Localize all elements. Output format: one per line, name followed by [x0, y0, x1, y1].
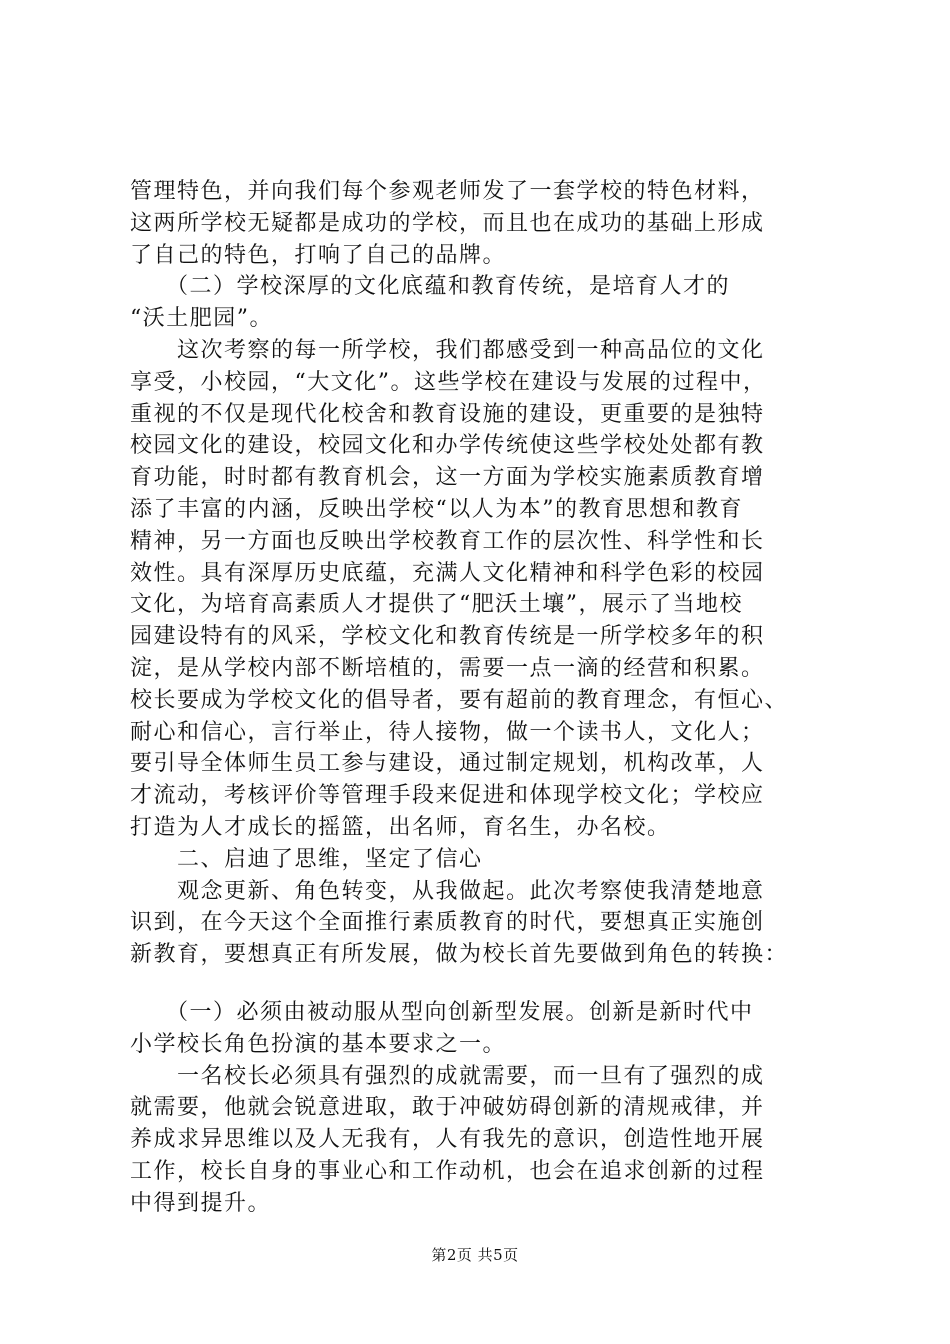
- page-footer: 第2页 共5页: [431, 1246, 519, 1264]
- text-line: 享受，小校园，“大文化”。这些学校在建设与发展的过程中，: [130, 369, 767, 395]
- text-line: （二）学校深厚的文化底蕴和教育传统，是培育人才的: [130, 274, 731, 300]
- text-line: 精神，另一方面也反映出学校教育工作的层次性、科学性和长: [130, 528, 765, 554]
- text-line: 育功能，时时都有教育机会，这一方面为学校实施素质教育增: [130, 465, 765, 491]
- blank-line: [130, 971, 830, 997]
- text-line: 重视的不仅是现代化校舍和教育设施的建设，更重要的是独特: [130, 401, 765, 427]
- text-line: 了自己的特色，打响了自己的品牌。: [130, 242, 507, 268]
- text-line: 这两所学校无疑都是成功的学校，而且也在成功的基础上形成: [130, 210, 765, 236]
- paragraph-group-a: [130, 176, 830, 971]
- text-line: 校长要成为学校文化的倡导者，要有超前的教育理念，有恒心、: [130, 687, 789, 713]
- text-line: （一）必须由被动服从型向创新型发展。创新是新时代中: [130, 999, 754, 1025]
- text-line: 文化，为培育高素质人才提供了“肥沃土壤”，展示了当地校: [130, 592, 743, 618]
- text-line: 二、启迪了思维，坚定了信心: [130, 846, 483, 872]
- text-line: 观念更新、角色转变，从我做起。此次考察使我清楚地意: [130, 878, 765, 904]
- text-line: 工作，校长自身的事业心和工作动机，也会在追求创新的过程: [130, 1158, 765, 1184]
- text-line: 园建设特有的风采，学校文化和教育传统是一所学校多年的积: [130, 624, 765, 650]
- text-line: 才流动，考核评价等管理手段来促进和体现学校文化；学校应: [130, 783, 765, 809]
- paragraph-group-b: [130, 997, 830, 1220]
- text-line: 添了丰富的内涵，反映出学校“以人为本”的教育思想和教育: [130, 496, 743, 522]
- text-line: 一名校长必须具有强烈的成就需要，而一旦有了强烈的成: [130, 1063, 765, 1089]
- text-line: 打造为人才成长的摇篮，出名师，育名生，办名校。: [130, 814, 671, 840]
- text-line: 淀，是从学校内部不断培植的，需要一点一滴的经营和积累。: [130, 655, 765, 681]
- text-line: “沃土肥园”。: [130, 306, 273, 332]
- text-line: 养成求异思维以及人无我有，人有我先的意识，创造性地开展: [130, 1127, 765, 1153]
- text-line: 要引导全体师生员工参与建设，通过制定规划，机构改革，人: [130, 751, 765, 777]
- text-line: 效性。具有深厚历史底蕴，充满人文化精神和科学色彩的校园: [130, 560, 765, 586]
- text-line: 新教育，要想真正有所发展，做为校长首先要做到角色的转换：: [130, 942, 789, 968]
- text-line: 这次考察的每一所学校，我们都感受到一种高品位的文化: [130, 337, 765, 363]
- text-line: 中得到提升。: [130, 1190, 272, 1216]
- text-line: 耐心和信心，言行举止，待人接物，做一个读书人，文化人；: [130, 719, 765, 745]
- text-line: 就需要，他就会锐意进取，敢于冲破妨碍创新的清规戒律，并: [130, 1095, 765, 1121]
- text-line: 管理特色，并向我们每个参观老师发了一套学校的特色材料，: [130, 179, 765, 204]
- text-line: 校园文化的建设，校园文化和办学传统使这些学校处处都有教: [130, 433, 765, 459]
- document-body: [130, 176, 830, 1220]
- text-line: 识到，在今天这个全面推行素质教育的时代，要想真正实施创: [130, 910, 765, 936]
- text-line: 小学校长角色扮演的基本要求之一。: [130, 1031, 507, 1057]
